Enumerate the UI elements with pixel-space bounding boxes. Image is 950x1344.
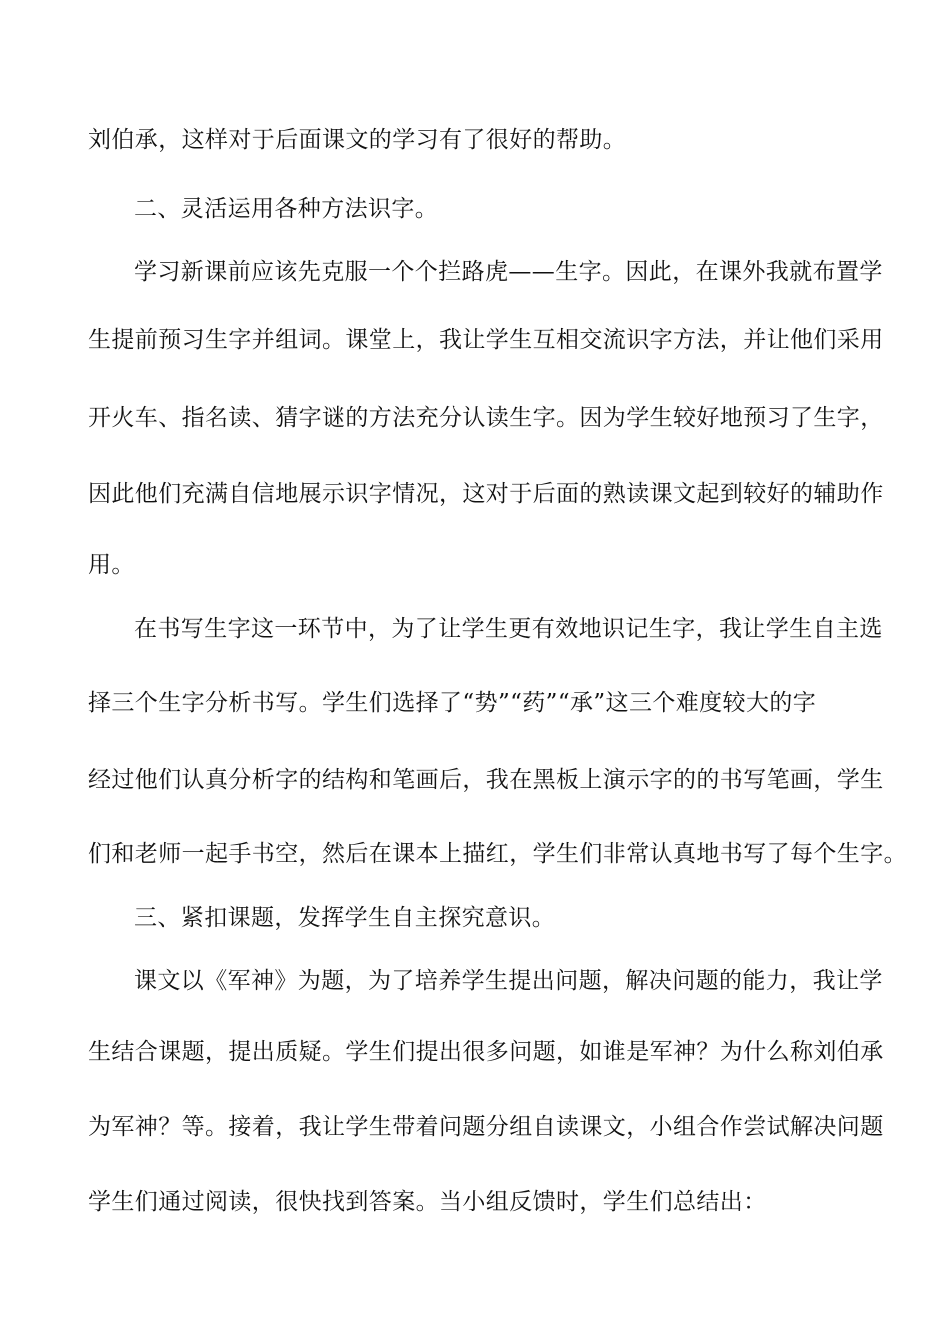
text-line: 们和老师一起手书空，然后在课本上描红，学生们非常认真地书写了每个生字。 bbox=[88, 841, 907, 867]
text-line: 刘伯承，这样对于后面课文的学习有了很好的帮助。 bbox=[88, 127, 627, 153]
text-line: 开火车、指名读、猜字谜的方法充分认读生字。因为学生较好地预习了生字， bbox=[88, 405, 884, 431]
text-line: 经过他们认真分析字的结构和笔画后，我在黑板上演示字的的书写笔画，学生 bbox=[88, 767, 884, 793]
text-line: 为军神？等。接着，我让学生带着问题分组自读课文，小组合作尝试解决问题 bbox=[88, 1114, 884, 1140]
section-heading: 三、紧扣课题，发挥学生自主探究意识。 bbox=[134, 905, 556, 931]
text-line: 因此他们充满自信地展示识字情况，这对于后面的熟读课文起到较好的辅助作 bbox=[88, 481, 884, 507]
text-line: 在书写生字这一环节中，为了让学生更有效地识记生字，我让学生自主选 bbox=[134, 616, 883, 642]
text-line: 学生们通过阅读，很快找到答案。当小组反馈时，学生们总结出： bbox=[88, 1189, 767, 1215]
text-line: 用。 bbox=[88, 552, 135, 578]
text-line: 生提前预习生字并组词。课堂上，我让学生互相交流识字方法，并让他们采用 bbox=[88, 327, 884, 353]
text-line: 课文以《军神》为题，为了培养学生提出问题，解决问题的能力，我让学 bbox=[134, 968, 883, 994]
text-line: 学习新课前应该先克服一个个拦路虎——生字。因此，在课外我就布置学 bbox=[134, 259, 883, 285]
section-heading: 二、灵活运用各种方法识字。 bbox=[134, 196, 439, 222]
text-line: 生结合课题，提出质疑。学生们提出很多问题，如谁是军神？为什么称刘伯承 bbox=[88, 1039, 884, 1065]
text-line: 择三个生字分析书写。学生们选择了“势”“药”“承”这三个难度较大的字 bbox=[88, 690, 817, 716]
